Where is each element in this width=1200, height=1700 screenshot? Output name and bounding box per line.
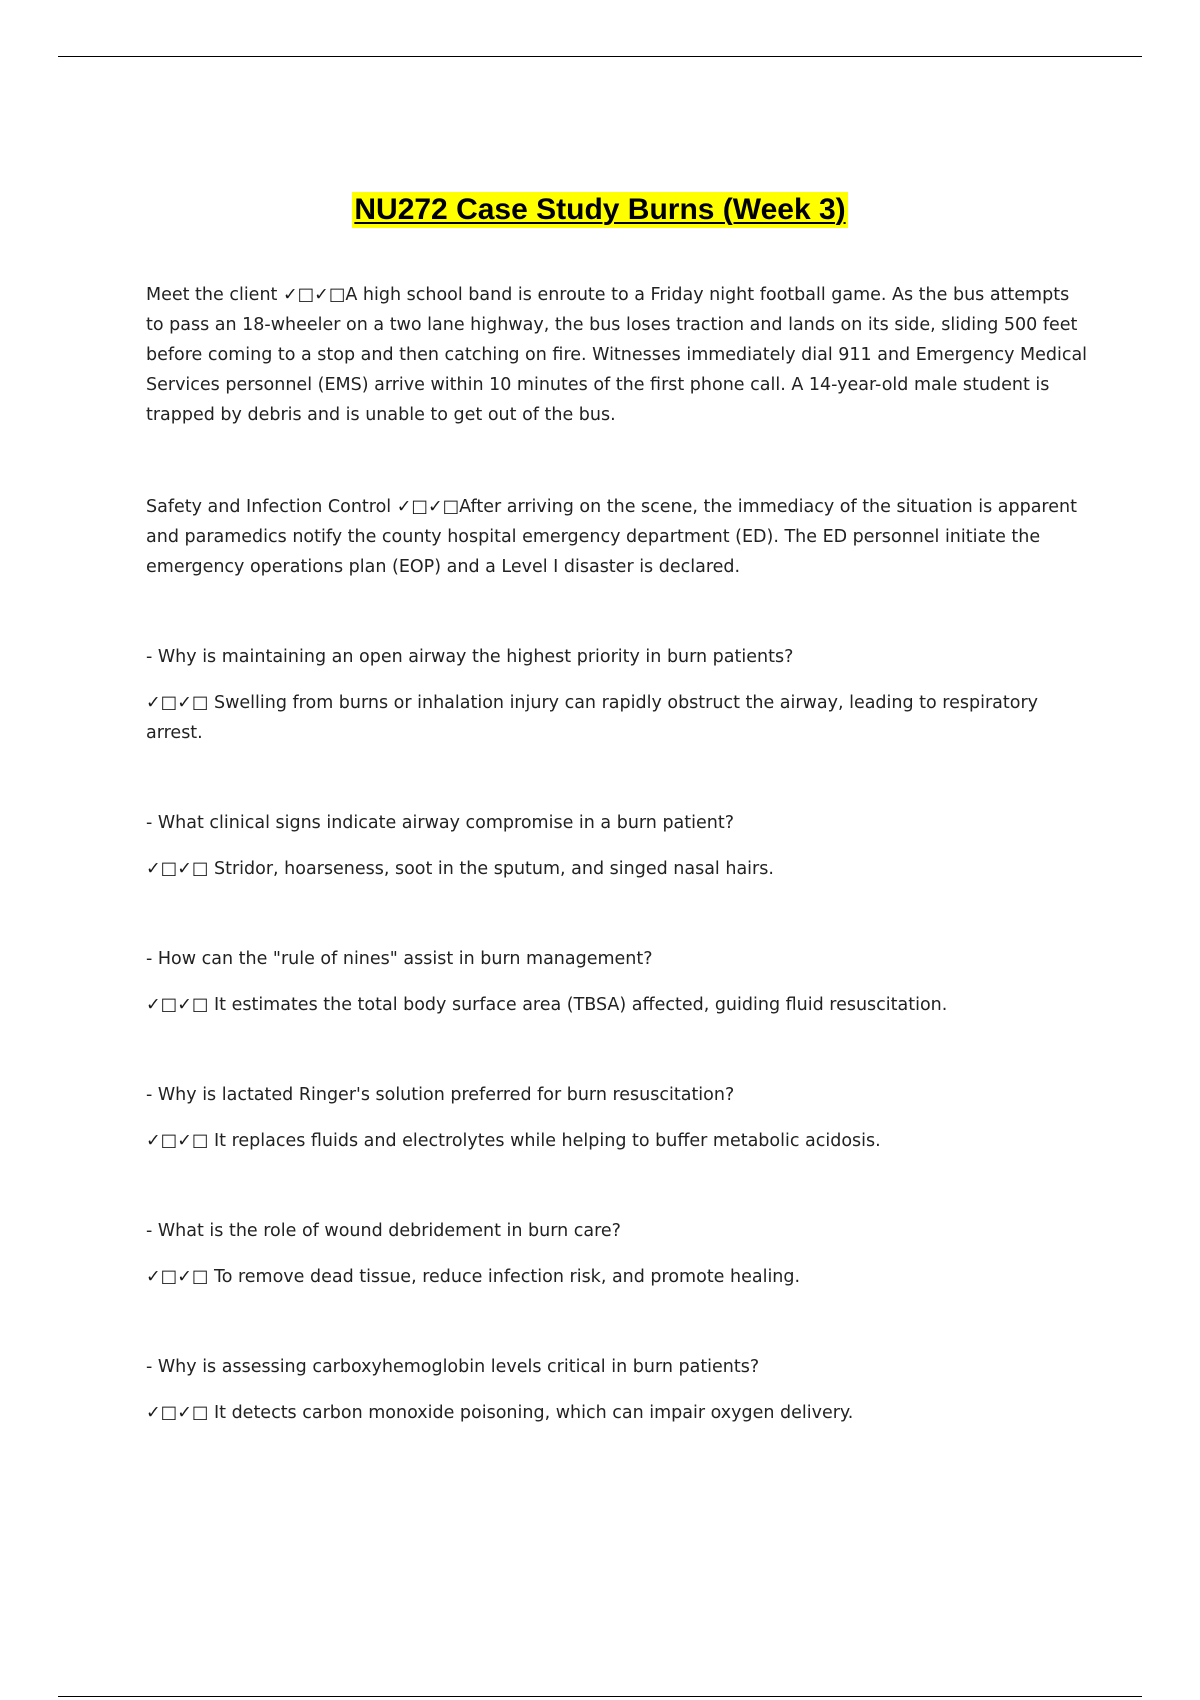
- qa-item: [146, 1080, 1090, 1156]
- question-text: - What clinical signs indicate airway compromise in a burn patient?: [146, 813, 735, 833]
- check-mark-icon: ✓□✓□: [146, 1131, 209, 1151]
- answer-text: [146, 1126, 1090, 1156]
- answer-body: It replaces fluids and electrolytes while helping to buffer metabolic acidosis.: [213, 1131, 881, 1151]
- safety-label: Safety and Infection Control: [146, 497, 392, 517]
- check-mark-icon: ✓□✓□: [146, 693, 209, 713]
- answer-body: Swelling from burns or inhalation injury can rapidly obstruct the airway, leading to respiratory arrest.: [146, 693, 1038, 743]
- answer-body: It detects carbon monoxide poisoning, which can impair oxygen delivery.: [213, 1403, 854, 1423]
- check-mark-icon: ✓□✓□: [146, 859, 209, 879]
- question-text: - How can the "rule of nines" assist in burn management?: [146, 949, 653, 969]
- question-text: - What is the role of wound debridement in burn care?: [146, 1221, 621, 1241]
- qa-item: [146, 808, 1090, 884]
- title-container: [0, 192, 1200, 228]
- check-mark-icon: ✓□✓□: [282, 285, 346, 305]
- bottom-rule: [58, 1696, 1142, 1697]
- answer-text: [146, 1262, 1090, 1292]
- answer-text: [146, 990, 1090, 1020]
- intro-paragraph: [146, 280, 1090, 430]
- safety-paragraph: [146, 492, 1090, 582]
- qa-item: [146, 1352, 1090, 1428]
- page-title: NU272 Case Study Burns (Week 3): [354, 193, 846, 226]
- check-mark-icon: ✓□✓□: [146, 1267, 209, 1287]
- answer-body: It estimates the total body surface area (TBSA) affected, guiding fluid resuscitation.: [213, 995, 948, 1015]
- document-body: [146, 280, 1090, 1428]
- answer-text: [146, 854, 1090, 884]
- question-text: - Why is lactated Ringer's solution preferred for burn resuscitation?: [146, 1085, 735, 1105]
- qa-item: [146, 1216, 1090, 1292]
- check-mark-icon: ✓□✓□: [396, 497, 460, 517]
- answer-body: Stridor, hoarseness, soot in the sputum, and singed nasal hairs.: [213, 859, 774, 879]
- intro-label: Meet the client: [146, 285, 278, 305]
- qa-item: [146, 944, 1090, 1020]
- check-mark-icon: ✓□✓□: [146, 995, 209, 1015]
- question-text: - Why is assessing carboxyhemoglobin levels critical in burn patients?: [146, 1357, 760, 1377]
- answer-text: [146, 688, 1090, 748]
- question-text: - Why is maintaining an open airway the highest priority in burn patients?: [146, 647, 794, 667]
- answer-text: [146, 1398, 1090, 1428]
- answer-body: To remove dead tissue, reduce infection risk, and promote healing.: [213, 1267, 801, 1287]
- top-rule: [58, 56, 1142, 57]
- check-mark-icon: ✓□✓□: [146, 1403, 209, 1423]
- safety-text: After arriving on the scene, the immediacy of the situation is apparent and paramedics notify the county hospital emergency department (ED). The ED personnel initiate the emergency operations plan (EOP) and a Level I disaster is declared.: [146, 497, 1077, 577]
- intro-text: A high school band is enroute to a Friday night football game. As the bus attempts to pass an 18-wheeler on a two lane highway, the bus loses traction and lands on its side, sliding 500 feet before coming to a stop and then catching on fire. Witnesses immediately dial 911 and Emergency Medical Services personnel (EMS) arrive within 10 minutes of the first phone call. A 14-year-old male student is trapped by debris and is unable to get out of the bus.: [146, 285, 1088, 425]
- qa-item: [146, 642, 1090, 748]
